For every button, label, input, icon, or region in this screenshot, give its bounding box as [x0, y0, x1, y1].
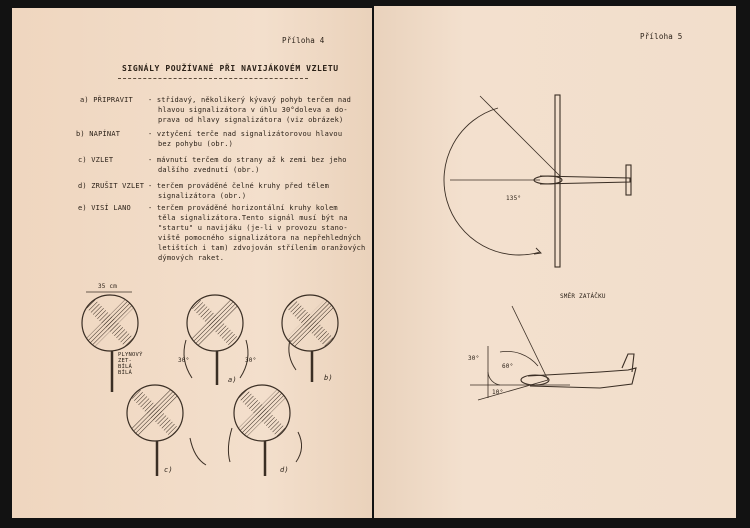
signal-label-d: d) ZRUŠIT VZLET [78, 182, 145, 190]
figure-label-c: c) [164, 466, 173, 474]
signal-desc-e-1: - terčem prováděné horizontální kruhy kolem [148, 204, 338, 212]
signal-label-a: a) PŘIPRAVIT [80, 96, 133, 104]
signal-label-b: b) NAPÍNAT [76, 130, 121, 138]
glider-fin-side [622, 354, 634, 372]
sign-text-4: BÍLÁ [118, 370, 133, 376]
sign-text-1: PLYNOVÝ [118, 352, 143, 358]
left-page-header: Příloha 4 [282, 36, 325, 45]
signal-desc-b-2: bez pohybu (obr.) [158, 140, 234, 148]
document-title: SIGNÁLY POUŽÍVANÉ PŘI NAVIJÁKOVÉM VZLETU [122, 64, 339, 73]
signal-desc-d-1: - terčem prováděné čelné kruhy před tělem [148, 182, 329, 190]
signal-desc-a-2: hlavou signalizátora v úhlu 30°doleva a do- [158, 106, 348, 114]
signal-label-c: c) VZLET [78, 156, 114, 164]
angle-10-label: 10° [492, 389, 504, 396]
signal-desc-d-2: signalizátora (obr.) [158, 192, 247, 200]
turn-direction-caption: SMĚR ZATÁČKU [560, 293, 606, 300]
sign-text-2: ZET- [118, 358, 133, 364]
signal-desc-e-3: "startu" u navijáku (je-li v provozu stano- [158, 224, 348, 232]
angle-arc-30 [488, 372, 500, 385]
signal-label-e: e) VISÍ LANO [78, 204, 131, 212]
sign-text-3: BÍLÁ [118, 364, 133, 370]
angle-left-label: 30° [178, 357, 190, 364]
glider-wing-top [555, 95, 560, 267]
glider-fuselage-top [540, 176, 630, 184]
size-label: 35 cm [98, 283, 118, 290]
right-page-header: Příloha 5 [640, 32, 683, 41]
signal-desc-b-1: - vztyčení terče nad signalizátorovou hlavou [148, 130, 343, 138]
cable-line-side [512, 306, 548, 380]
figure-label-a: a) [228, 376, 237, 384]
angle-135-label: 135° [506, 195, 522, 202]
angle-30-label: 30° [468, 355, 480, 362]
signal-desc-a-1: - střídavý, několikerý kývavý pohyb terčem nad [148, 96, 352, 104]
signal-desc-a-3: prava od hlavy signalizátora (viz obrázek) [158, 116, 344, 124]
cable-lower-side [478, 380, 548, 400]
signal-desc-e-6: dýmových raket. [158, 254, 225, 262]
angle-arc-135 [444, 108, 540, 255]
cable-line-top [480, 96, 560, 176]
angle-60-label: 60° [502, 363, 514, 370]
signal-desc-c-2: dalšího zvednutí (obr.) [158, 166, 260, 174]
signal-desc-e-5: letištích i tam) zdvojován střílením oranžových [158, 244, 366, 252]
figure-label-b: b) [324, 374, 333, 382]
angle-right-label: 30° [245, 357, 257, 364]
figure-label-d: d) [280, 466, 289, 474]
signal-desc-e-4: viště pomocného signalizátora na nepřehledných [158, 234, 362, 242]
signal-desc-e-2: těla signalizátora.Tento signál musí být na [158, 214, 348, 222]
signal-desc-c-1: - mávnutí terčem do strany až k zemi bez jeho [148, 156, 347, 164]
